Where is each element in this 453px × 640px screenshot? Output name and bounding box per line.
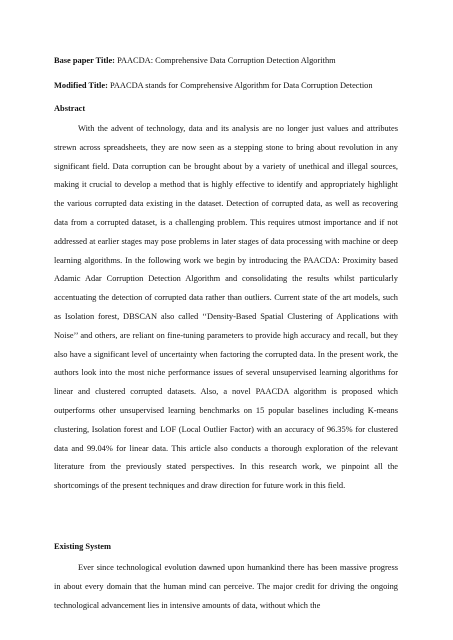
document-content <box>54 54 398 615</box>
base-paper-title <box>54 54 398 68</box>
existing-system-body: Ever since technological evolution dawned upon humankind there has been massive progress in about every domain that the human mind can perceive. The major credit for driving the ongoing technological advancement lies in intensive amounts of data, without which the <box>54 562 398 610</box>
base-paper-title-text: PAACDA: Comprehensive Data Corruption Detection Algorithm <box>117 56 336 65</box>
modified-title-label: Modified Title: <box>54 81 108 90</box>
abstract-body: With the advent of technology, data and its analysis are no longer just values and attributes strewn across spreadsheets, they are now seen as a stepping stone to bring about revolution in any significant field. Data corruption can be brought about by a variety of unethical and illegal sources, making it crucial to develop a method that is highly effective to identify and appropriately highlight the various corrupted data existing in the dataset. Detection of corrupted data, as well as recovering data from a corrupted dataset, is a challenging problem. This requires utmost importance and if not addressed at earlier stages may pose problems in later stages of data processing with machine or deep learning algorithms. In the following work we begin by introducing the PAACDA: Proximity based Adamic Adar Corruption Detection Algorithm and consolidating the results whilst particularly accentuating the detection of corrupted data rather than outliers. Current state of the art models, such as Isolation forest, DBSCAN also called ‘‘Density-Based Spatial Clustering of Applications with Noise’’ and others, are reliant on fine-tuning parameters to provide high accuracy and recall, but they also have a significant level of uncertainty when factoring the corrupted data. In the present work, the authors look into the most niche performance issues of several unsupervised learning algorithms for linear and clustered corrupted datasets. Also, a novel PAACDA algorithm is proposed which outperforms other unsupervised learning benchmarks on 15 popular baselines including K-means clustering, Isolation forest and LOF (Local Outlier Factor) with an accuracy of 96.35% for clustered data and 99.04% for linear data. This article also conducts a thorough exploration of the relevant literature from the previously stated perspectives. In this research work, we pinpoint all the shortcomings of the present techniques and draw direction for future work in this field. <box>54 124 398 491</box>
modified-title <box>54 77 398 95</box>
base-paper-title-label: Base paper Title: <box>54 56 115 65</box>
existing-system-heading: Existing System <box>54 541 112 551</box>
abstract-heading: Abstract <box>54 104 86 113</box>
modified-title-text: PAACDA stands for Comprehensive Algorithm for Data Corruption Detection <box>110 81 373 90</box>
